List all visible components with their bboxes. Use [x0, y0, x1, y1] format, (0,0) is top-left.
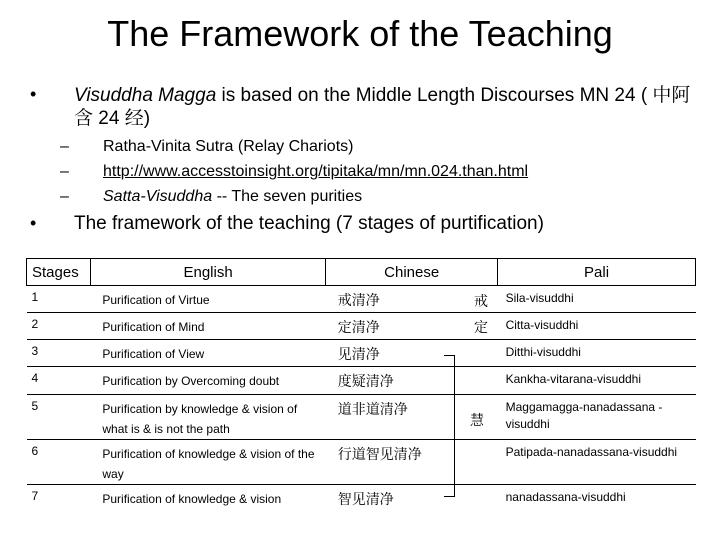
english-cell: Purification of Mind	[90, 313, 325, 340]
table-row	[27, 313, 696, 340]
stage-number: 4	[27, 367, 91, 395]
pali-cell: Patipada-nanadassana-visuddhi	[498, 440, 696, 485]
header-stages: Stages	[27, 259, 91, 286]
sub-bullet-text: Ratha-Vinita Sutra (Relay Chariots)	[103, 138, 354, 155]
chinese-cell: 行道智见清净	[326, 440, 498, 485]
chinese-cell: 度疑清净	[326, 367, 498, 395]
dash-marker: –	[60, 188, 69, 205]
sub-bullet-italic: Satta-Visuddha	[103, 188, 213, 205]
sub-bullet-purities	[60, 186, 660, 208]
table-header-row	[27, 259, 696, 286]
group-label-virtue: 戒	[474, 294, 488, 310]
chinese-cell: 戒清净	[337, 293, 380, 309]
stage-number: 7	[27, 485, 91, 516]
english-cell: Purification of knowledge & vision	[90, 485, 325, 516]
slide-title: The Framework of the Teaching	[107, 13, 613, 54]
sub-bullet-sutra	[60, 136, 660, 158]
group-label-wisdom: 慧	[470, 413, 484, 429]
bullet-framework: The framework of the teaching (7 stages of purtification)	[74, 213, 544, 234]
stage-number: 6	[27, 440, 91, 485]
sub-bullet-rest: -- The seven purities	[212, 188, 363, 205]
group-label-concentration: 定	[474, 320, 488, 336]
pali-cell: Maggamagga-nanadassana -visuddhi	[498, 395, 696, 440]
chinese-cell: 见清净	[326, 340, 498, 367]
english-cell: Purification by Overcoming doubt	[90, 367, 325, 395]
pali-cell: Sila-visuddhi	[505, 291, 574, 305]
table-row	[27, 485, 696, 516]
english-cell: Purification of Virtue	[102, 293, 210, 307]
bullet-rest: is based on the Middle Length Discourses MN 24 ( 中阿含 24 经)	[74, 85, 691, 129]
table-row	[27, 340, 696, 367]
stage-number: 5	[27, 395, 91, 440]
chinese-cell: 定清净	[326, 313, 498, 340]
chinese-cell: 道非道清净	[326, 395, 498, 440]
english-cell: Purification of knowledge & vision of the way	[90, 440, 325, 485]
bullet-italic: Visuddha Magga	[74, 85, 217, 106]
header-pali: Pali	[498, 259, 696, 286]
english-cell: Purification of View	[90, 340, 325, 367]
table-row	[27, 286, 696, 313]
dash-marker: –	[60, 138, 69, 155]
pali-cell: Citta-visuddhi	[498, 313, 696, 340]
table-row	[27, 395, 696, 440]
header-english: English	[90, 259, 325, 286]
header-chinese: Chinese	[326, 259, 498, 286]
bullet-marker: •	[30, 84, 37, 104]
bullet-visuddha-magga	[74, 84, 694, 130]
dash-marker: –	[60, 163, 69, 180]
english-cell: Purification by knowledge & vision of what is & is not the path	[90, 395, 325, 440]
pali-cell: Ditthi-visuddhi	[498, 340, 696, 367]
pali-cell: Kankha-vitarana-visuddhi	[498, 367, 696, 395]
table-row	[27, 440, 696, 485]
pali-cell: nanadassana-visuddhi	[498, 485, 696, 516]
sub-bullet-link	[60, 161, 660, 183]
chinese-cell: 智见清净	[326, 485, 498, 516]
stage-number: 2	[27, 313, 91, 340]
stages-table	[26, 258, 696, 515]
stage-number: 3	[27, 340, 91, 367]
wisdom-bracket	[444, 355, 455, 497]
access-to-insight-link[interactable]: http://www.accesstoinsight.org/tipitaka/mn/mn.024.than.html	[103, 163, 529, 180]
bullet-marker: •	[30, 213, 37, 233]
table-row	[27, 367, 696, 395]
stage-number: 1	[31, 290, 39, 304]
